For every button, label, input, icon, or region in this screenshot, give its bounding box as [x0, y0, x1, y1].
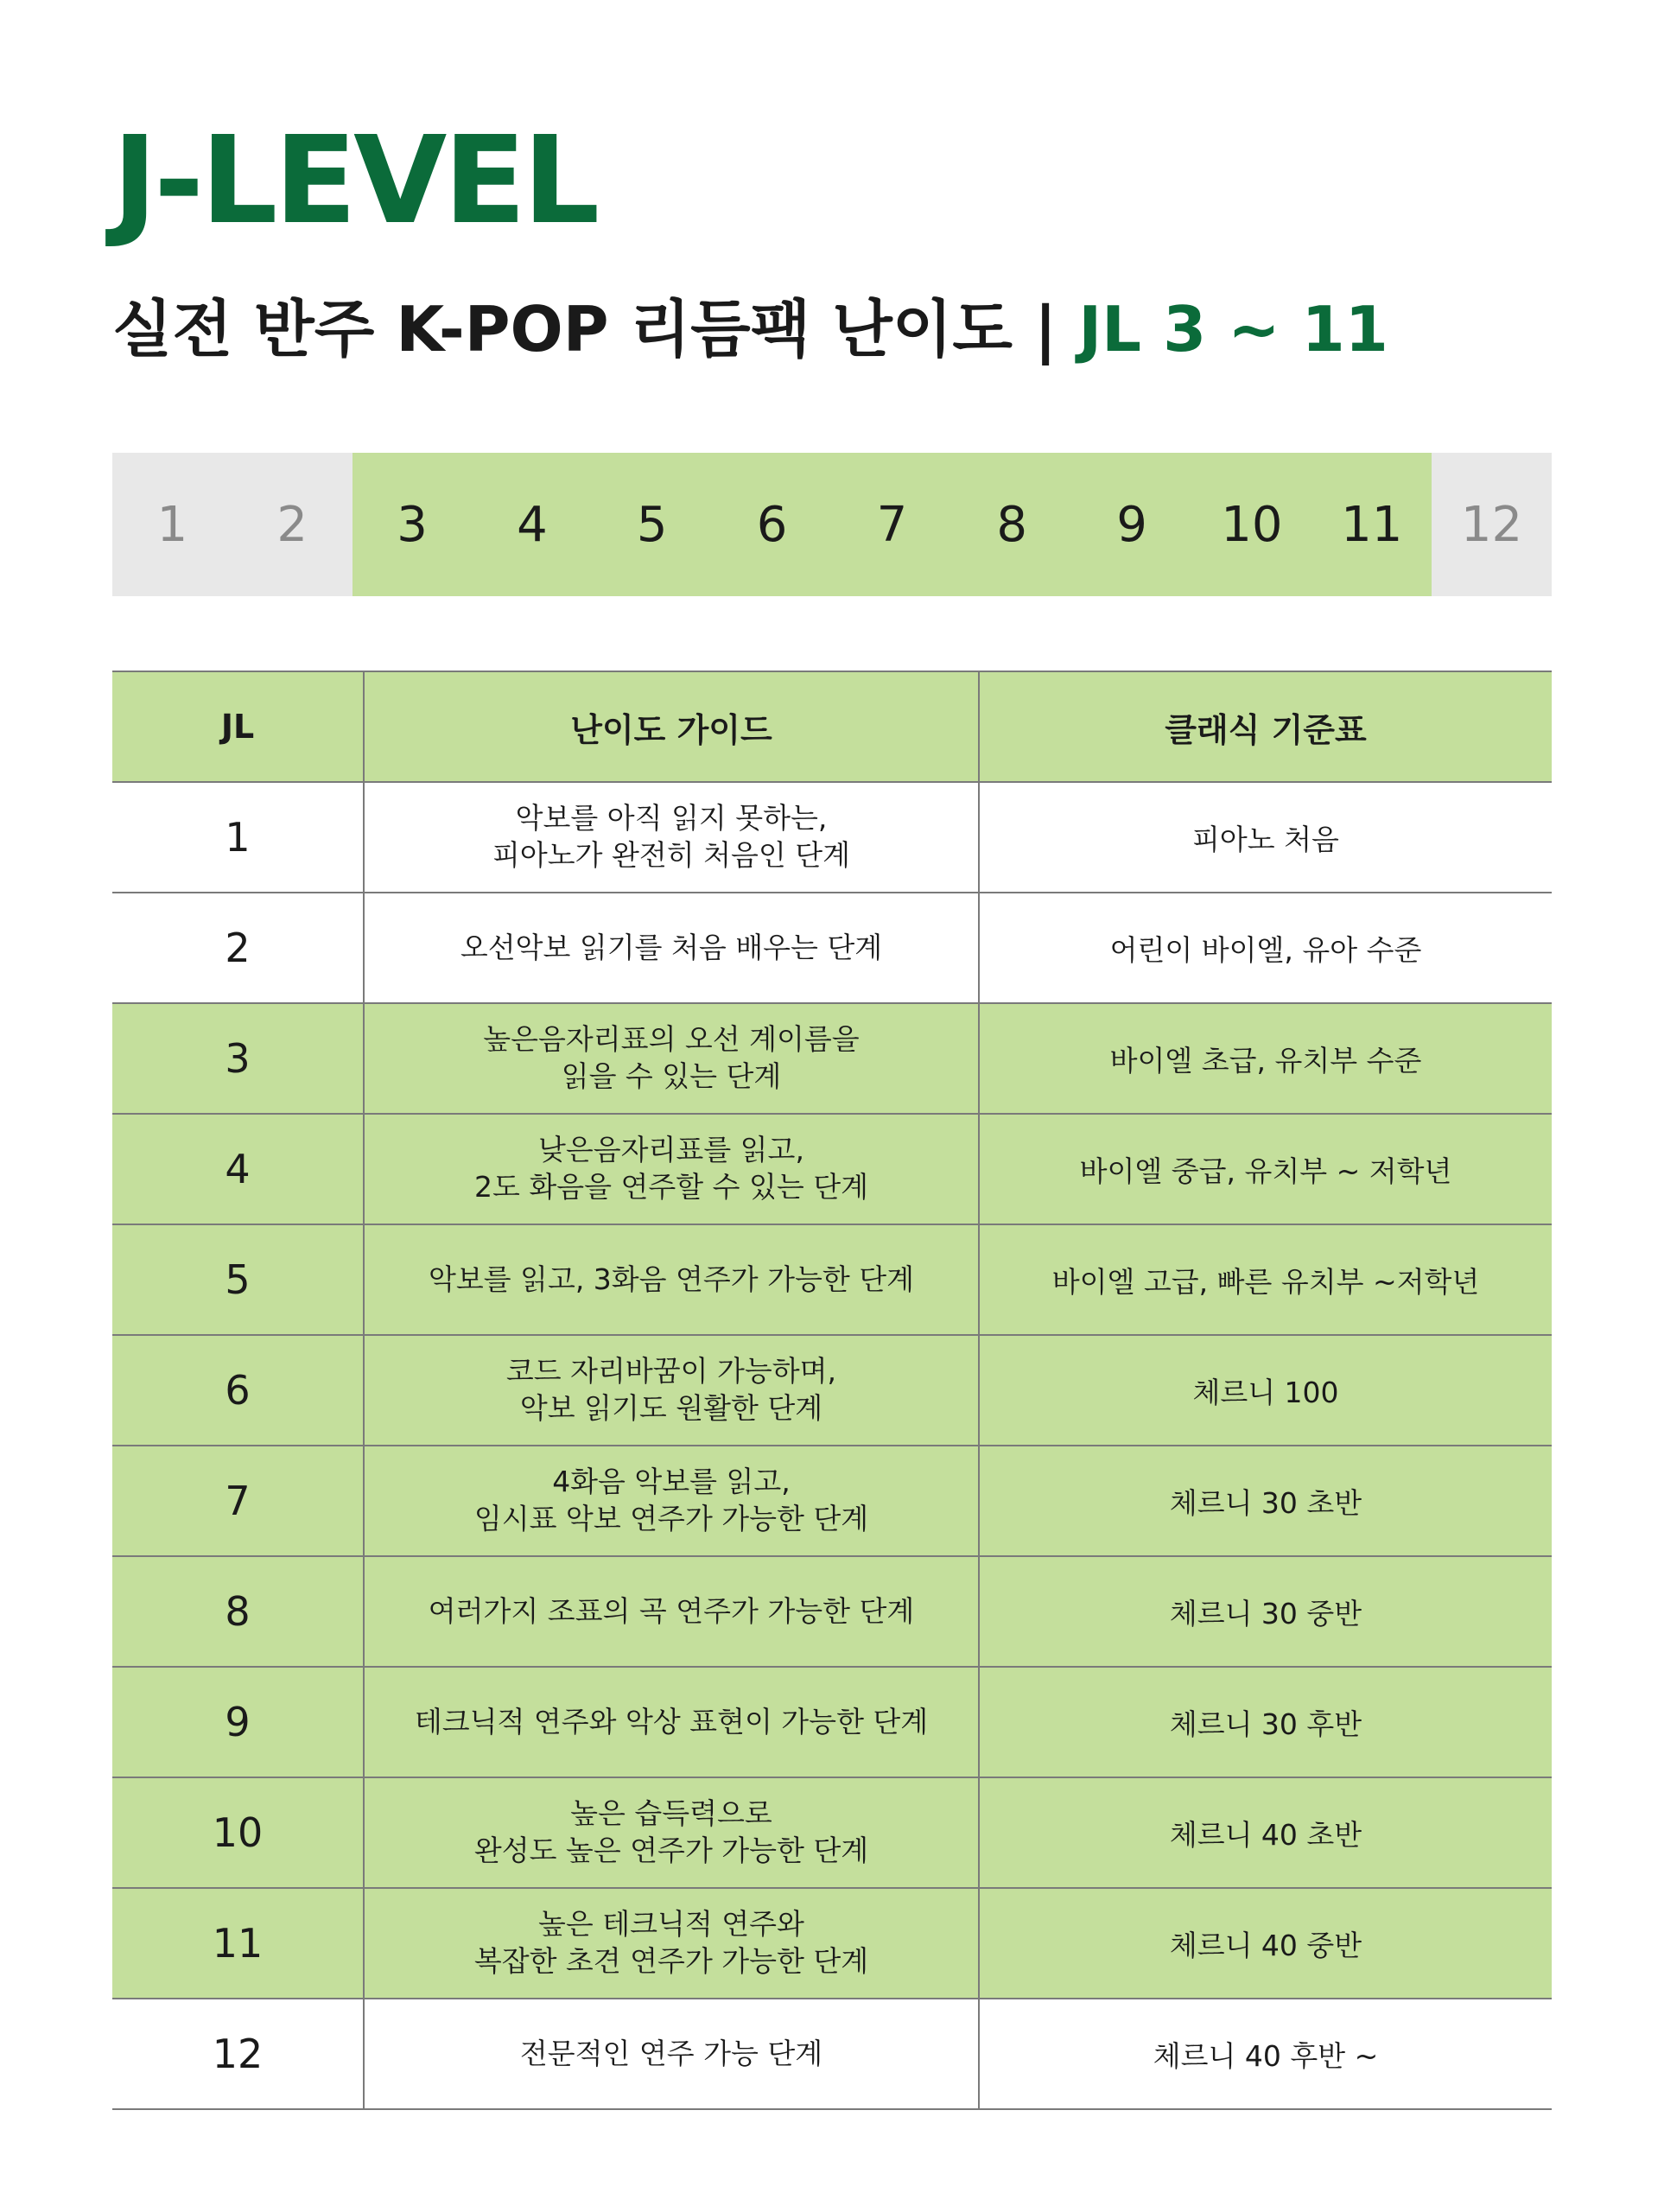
guide-cell: [364, 1999, 979, 2109]
guide-line: 임시표 악보 연주가 가능한 단계: [473, 1502, 869, 1535]
level-cell-12: 12: [1432, 453, 1552, 596]
subtitle-text: 실전 반주 K-POP 리듬팩 난이도 |: [112, 293, 1079, 365]
table-row: [112, 1999, 1552, 2109]
classic-cell: 체르니 30 중반: [979, 1556, 1552, 1667]
page-subtitle: [112, 293, 1388, 365]
classic-cell: 체르니 30 후반: [979, 1667, 1552, 1777]
jl-cell: 3: [112, 1003, 364, 1114]
classic-cell: 체르니 40 초반: [979, 1777, 1552, 1888]
level-cell-5: 5: [592, 453, 712, 596]
guide-line: 읽을 수 있는 단계: [561, 1059, 782, 1093]
guide-cell: [364, 1335, 979, 1446]
guide-line: 오선악보 읽기를 처음 배우는 단계: [460, 930, 883, 964]
classic-cell: 체르니 40 후반 ~: [979, 1999, 1552, 2109]
table-row: [112, 893, 1552, 1003]
classic-cell: 바이엘 초급, 유치부 수준: [979, 1003, 1552, 1114]
table-row: [112, 1335, 1552, 1446]
level-cell-10: 10: [1191, 453, 1312, 596]
guide-line: 4화음 악보를 읽고,: [552, 1465, 791, 1499]
level-cell-8: 8: [952, 453, 1072, 596]
guide-line: 여러가지 조표의 곡 연주가 가능한 단계: [428, 1593, 915, 1628]
guide-cell: [364, 1114, 979, 1224]
classic-cell: 체르니 100: [979, 1335, 1552, 1446]
level-scale-bar: [112, 453, 1552, 596]
difficulty-table: [112, 671, 1552, 2110]
guide-line: 높은 습득력으로: [570, 1796, 772, 1831]
guide-cell: [364, 1667, 979, 1777]
classic-cell: 체르니 40 중반: [979, 1888, 1552, 1999]
guide-line: 코드 자리바꿈이 가능하며,: [505, 1354, 837, 1389]
table-row: [112, 1777, 1552, 1888]
jl-cell: 6: [112, 1335, 364, 1446]
jl-cell: 11: [112, 1888, 364, 1999]
table-row: [112, 1556, 1552, 1667]
table-row: [112, 1114, 1552, 1224]
table-row: [112, 1667, 1552, 1777]
jl-cell: 7: [112, 1446, 364, 1556]
guide-cell: [364, 1556, 979, 1667]
classic-cell: 체르니 30 초반: [979, 1446, 1552, 1556]
guide-line: 악보 읽기도 원활한 단계: [519, 1391, 823, 1425]
guide-cell: [364, 1777, 979, 1888]
header-classic: 클래식 기준표: [979, 671, 1552, 782]
level-cell-1: 1: [112, 453, 232, 596]
guide-line: 완성도 높은 연주가 가능한 단계: [473, 1834, 869, 1867]
jl-cell: 10: [112, 1777, 364, 1888]
jl-cell: 4: [112, 1114, 364, 1224]
table-row: [112, 1446, 1552, 1556]
guide-line: 높은 테크닉적 연주와: [538, 1907, 804, 1942]
level-cell-7: 7: [832, 453, 952, 596]
level-cell-3: 3: [352, 453, 473, 596]
table-row: [112, 1224, 1552, 1335]
level-cell-6: 6: [712, 453, 832, 596]
page-title: J-LEVEL: [112, 111, 597, 251]
guide-line: 악보를 아직 읽지 못하는,: [515, 801, 828, 836]
table-row: [112, 1888, 1552, 1999]
table-row: [112, 1003, 1552, 1114]
classic-cell: 어린이 바이엘, 유아 수준: [979, 893, 1552, 1003]
header-guide: 난이도 가이드: [364, 671, 979, 782]
subtitle-range: JL 3 ~ 11: [1078, 293, 1388, 365]
jl-cell: 8: [112, 1556, 364, 1667]
guide-cell: [364, 1003, 979, 1114]
guide-cell: [364, 893, 979, 1003]
guide-line: 악보를 읽고, 3화음 연주가 가능한 단계: [428, 1262, 915, 1296]
guide-cell: [364, 1888, 979, 1999]
table-row: [112, 782, 1552, 893]
guide-cell: [364, 782, 979, 893]
guide-line: 테크닉적 연주와 악상 표현이 가능한 단계: [414, 1704, 929, 1738]
level-cell-11: 11: [1312, 453, 1432, 596]
classic-cell: 바이엘 고급, 빠른 유치부 ~저학년: [979, 1224, 1552, 1335]
guide-cell: [364, 1224, 979, 1335]
jl-cell: 1: [112, 782, 364, 893]
guide-cell: [364, 1446, 979, 1556]
guide-line: 2도 화음을 연주할 수 있는 단계: [474, 1170, 868, 1204]
jl-cell: 2: [112, 893, 364, 1003]
guide-line: 복잡한 초견 연주가 가능한 단계: [473, 1944, 869, 1978]
level-cell-2: 2: [232, 453, 352, 596]
classic-cell: 피아노 처음: [979, 782, 1552, 893]
guide-line: 낮은음자리표를 읽고,: [538, 1133, 804, 1167]
level-cell-4: 4: [472, 453, 592, 596]
classic-cell: 바이엘 중급, 유치부 ~ 저학년: [979, 1114, 1552, 1224]
guide-line: 피아노가 완전히 처음인 단계: [492, 838, 850, 872]
table-header-row: [112, 671, 1552, 782]
guide-line: 전문적인 연주 가능 단계: [519, 2036, 823, 2070]
jl-cell: 5: [112, 1224, 364, 1335]
level-cell-9: 9: [1072, 453, 1192, 596]
jl-cell: 9: [112, 1667, 364, 1777]
guide-line: 높은음자리표의 오선 계이름을: [483, 1022, 860, 1057]
jl-cell: 12: [112, 1999, 364, 2109]
header-jl: JL: [112, 671, 364, 782]
